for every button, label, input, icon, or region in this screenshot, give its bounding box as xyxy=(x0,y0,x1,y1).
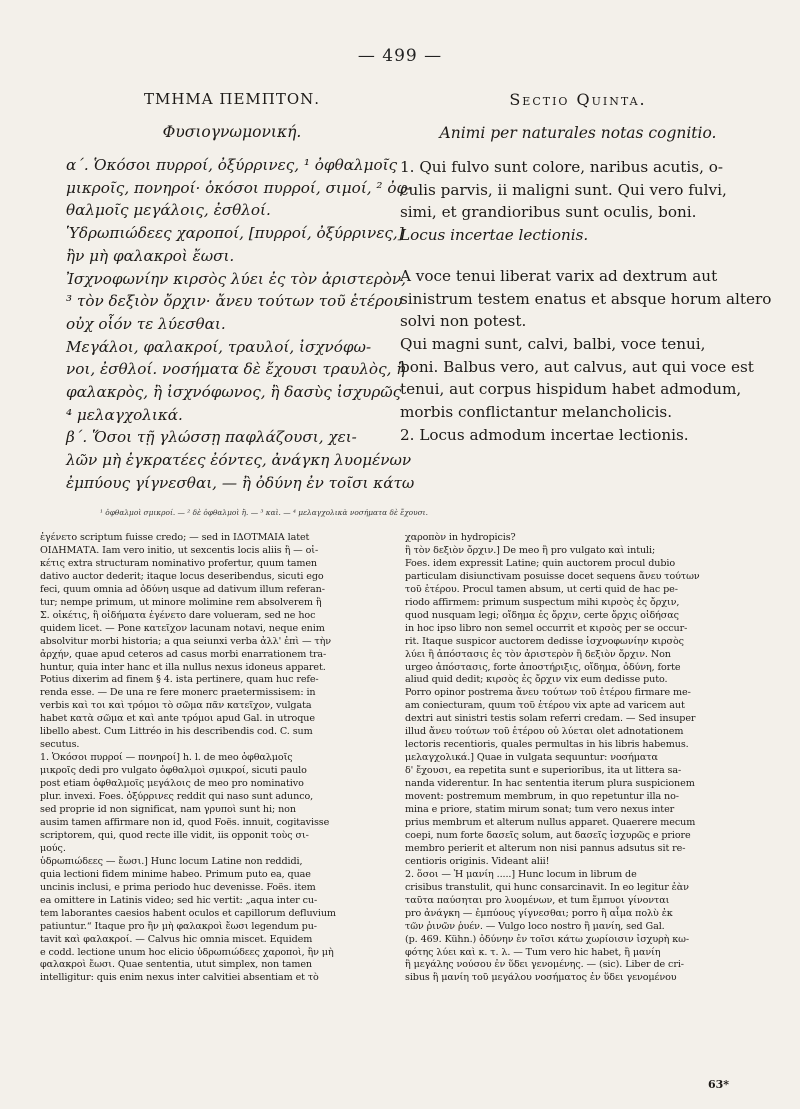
commentary-line: mina e priore, statim mirum sonat; tum vero nexus inter xyxy=(405,804,675,816)
greek-text-line: φαλακρὸς, ἢ ἰσχνόφωνος, ἢ δασὺς ἰσχυρῶς xyxy=(66,383,402,402)
commentary-line: μούς. xyxy=(40,842,66,854)
commentary-line: verbis καὶ τοι καὶ τρόμοι τὸ σῶμα πᾶν κατεῖχον, vulgata xyxy=(40,700,312,712)
greek-text-line: θαλμοῖς μεγάλοις, ἐσθλοί. xyxy=(66,201,271,220)
commentary-line: tem laborantes caesios habent oculos et capillorum defluvium xyxy=(40,907,336,919)
commentary-line: sibus ἢ μανίη τοῦ μεγάλου νοσήματος ἐν ὕδει γενομένου xyxy=(405,972,677,984)
commentary-line: tur; nempe primum, ut minore molimine rem absolverem ἢ xyxy=(40,596,322,608)
commentary-line: riodo affirmem: primum suspectum mihi κιρσὸς ἐς ὄρχιν, xyxy=(405,596,680,608)
commentary-line: patiuntur.“ Itaque pro ἢν μὴ φαλακροὶ ἔωσι legendum pu- xyxy=(40,920,317,932)
commentary-line: ἢ μεγάλης νούσου ἐν ὕδει γενομένης. — (sic). Liber de cri- xyxy=(405,959,684,971)
commentary-line: huntur, quia inter hanc et illa nullus nexus idoneus apparet. xyxy=(40,661,326,673)
latin-text-line: simi, et grandioribus sunt oculis, boni. xyxy=(400,203,697,222)
commentary-line: Potius dixerim ad finem § 4. ista pertinere, quam huc refe- xyxy=(40,674,319,686)
latin-text-body xyxy=(400,156,772,446)
latin-text-line: 1. Qui fulvo sunt colore, naribus acutis, o- xyxy=(400,158,723,176)
commentary-line: 1. Ὁκόσοι πυρροί — πονηροί] h. l. de meo ὀφθαλμοῖς xyxy=(40,752,293,764)
greek-text-line: οὐχ οἷόν τε λύεσθαι. xyxy=(66,314,226,333)
commentary-line: ὑδρωπιώδεες — ἔωσι.] Hunc locum Latine non reddidi, xyxy=(40,855,303,867)
greek-text-column xyxy=(66,90,415,495)
commentary-line: aliud quid dedit; κιρσὸς ἐς ὄρχιν vix eum dedisse puto. xyxy=(405,674,668,686)
commentary-line: ἐγένετο scriptum fuisse credo; — sed in ΙΔΟΤΜΑΙΑ latet xyxy=(40,532,310,543)
greek-text-line: νοι, ἐσθλοί. νοσήματα δὲ ἔχουσι τραυλὸς, ἢ xyxy=(66,360,406,379)
greek-text-line: ⁴ μελαγχολικά. xyxy=(66,405,183,424)
commentary-line: ea omittere in Latinis video; sed hic vertit: „aqua inter cu- xyxy=(40,894,318,906)
latin-section-subheading: Animi per naturales notas cognitio. xyxy=(439,124,717,142)
commentary-line: centioris originis. Videant alii! xyxy=(405,855,550,867)
commentary-line: τοῦ ἑτέρου. Procul tamen absum, ut certi quid de hac pe- xyxy=(405,583,678,595)
commentary-line: habet κατὰ σῶμα et καὶ ante τρόμοι apud Gal. in utroque xyxy=(40,713,315,725)
latin-text-line: solvi non potest. xyxy=(400,312,527,331)
greek-text-body xyxy=(66,154,415,495)
latin-text-line: 2. Locus admodum incertae lectionis. xyxy=(400,425,689,444)
commentary-line: crisibus transtulit, qui hunc consarcinavit. In eo legitur ἐὰν xyxy=(405,881,689,893)
commentary-line: sed proprie id non significat, nam γρυποὶ sunt hi; non xyxy=(40,804,296,816)
commentary-line: quidem licet. — Pone κατεῖχον lacunam notavi, neque enim xyxy=(40,622,325,634)
greek-section-subheading: Φυσιογνωμονική. xyxy=(162,123,302,141)
commentary-line: μελαγχολικά.] Quae in vulgata sequuntur: νοσήματα xyxy=(405,752,658,764)
commentary-line: ταῦτα παύσηται pro λυομένων, et tum ἔμπυοι γίνονται xyxy=(405,894,670,906)
commentary-line: uncinis inclusi, e prima periodo huc devenisse. Foës. item xyxy=(40,881,316,893)
commentary-line: τῶν ῥινῶν ῥυέν. — Vulgo loco nostro ἢ μανίη, sed Gal. xyxy=(405,920,665,932)
commentary-line: renda esse. — De una re fere monerc praetermissisem: in xyxy=(40,687,316,699)
latin-text-line xyxy=(400,247,756,265)
latin-text-line: tenui, aut corpus hispidum habet admodum, xyxy=(400,380,742,399)
latin-text-line: A voce tenui liberat varix ad dextrum aut xyxy=(400,266,718,285)
commentary-right-column xyxy=(405,532,757,985)
commentary-line: tavit καὶ φαλακροί. — Calvus hic omnia miscet. Equidem xyxy=(40,933,313,945)
commentary-line: intelligitur: quis enim nexus inter calvitiei absentiam et τὸ xyxy=(40,972,319,984)
latin-text-line: sinistrum testem enatus et absque horum altero xyxy=(400,289,772,308)
latin-text-line: Qui magni sunt, calvi, balbi, voce tenui, xyxy=(400,334,706,353)
greek-section-heading: ΤΜΗΜΑ ΠΕΜΠΤΟΝ. xyxy=(143,90,321,108)
page-number: — 499 — xyxy=(357,46,443,66)
latin-text-line: Locus incertae lectionis. xyxy=(400,226,589,245)
commentary-line: prius membrum et alterum nullus apparet. Quaerere mecum xyxy=(405,816,696,828)
greek-text-line: ³ τὸν δεξιὸν ὄρχιν· ἄνευ τούτων τοῦ ἑτέρου xyxy=(66,292,403,311)
commentary-line: illud ἄνευ τούτων τοῦ ἑτέρου οὐ λύεται olet adnotationem xyxy=(405,726,684,738)
greek-text-line: β΄. Ὅσοι τῇ γλώσσῃ παφλάζουσι, χει- xyxy=(66,428,357,447)
commentary-line: φαλακροὶ ἔωσι. Quae sententia, utut simplex, non tamen xyxy=(40,959,312,971)
commentary-line: μικροῖς dedi pro vulgato ὀφθαλμοὶ σμικροί, sicuti paulo xyxy=(40,765,307,777)
commentary-line: urgeo ἀπόστασις, forte ἀποστήριξις, οἴδημα, ὀδύνη, forte xyxy=(405,661,681,673)
commentary-line: scriptorem, qui, quod recte ille vidit, iis opponit τοὺς σι- xyxy=(40,829,309,841)
commentary-line: κέτις extra structuram nominativo profertur, quum tamen xyxy=(40,557,318,569)
latin-text-line: boni. Balbus vero, aut calvus, aut qui voce est xyxy=(400,357,754,376)
greek-text-line: λῶν μὴ ἐγκρατέες ἐόντες, ἀνάγκη λυομένων xyxy=(66,451,412,470)
greek-footnotes: ¹ ὀφθαλμοὶ σμικροί. — ² δὲ ὀφθαλμοὶ ἢ. — ³ καὶ. — ⁴ μελαγχολικὰ νοσήματα δὲ ἔχουσι. xyxy=(100,508,428,517)
commentary-line: dativo auctor dederit; itaque locus deseribendus, sicuti ego xyxy=(40,570,324,582)
commentary-line: membro perierit et alterum non nisi pannus adsutus sit re- xyxy=(405,842,686,854)
commentary-line: libello abest. Cum Littréo in his describendis cod. C. sum xyxy=(40,726,313,738)
latin-text-line: morbis conflictantur melancholicis. xyxy=(400,403,673,422)
commentary-line: am coniecturam, quum τοῦ ἑτέρου vix apte ad varicem aut xyxy=(405,700,685,712)
commentary-line: secutus. xyxy=(40,739,80,751)
greek-text-line: Ἰσχνοφωνίην κιρσὸς λύει ἐς τὸν ἀριστερὸν, xyxy=(66,269,406,288)
commentary-line: (p. 469. Kühn.) ὀδύνην ἐν τοῖσι κάτω χωρίοισιν ἰσχυρὴ κω- xyxy=(405,933,689,945)
commentary-line: χαροπὸν in hydropicis? xyxy=(405,532,516,543)
greek-text-line: α΄. Ὁκόσοι πυρροί, ὀξύρρινες, ¹ ὀφθαλμοῖς xyxy=(66,156,398,174)
commentary-line: Foes. idem expressit Latine; quin auctorem procul dubio xyxy=(405,557,676,569)
latin-text-line: culis parvis, ii maligni sunt. Qui vero fulvi, xyxy=(400,180,727,199)
greek-text-line: Ὑδρωπιώδεες χαροποί, [πυρροί, ὀξύρρινες,] xyxy=(66,224,404,243)
commentary-line: coepi, num forte δασεῖς solum, aut δασεῖς ἰσχυρῶς e priore xyxy=(405,829,691,841)
commentary-line: 2. ὅσοι — Ἡ μανίη .....] Hunc locum in librum de xyxy=(405,868,637,880)
commentary-line: δ' ἔχουσι, ea repetita sunt e superioribus, ita ut littera sa- xyxy=(405,765,682,777)
commentary-line: absolvitur morbi historia; a qua seiunxi verba ἀλλ' ἐπὶ — τὴν xyxy=(40,635,331,647)
commentary-line: pro ἀνάγκη — ἐμπύους γίγνεσθαι; porro ἢ αἷμα πολὺ ἐκ xyxy=(405,907,673,919)
commentary-line: lectoris recentioris, quales permultas in his libris habemus. xyxy=(405,739,689,751)
commentary-line: Porro opinor postrema ἄνευ τούτων τοῦ ἑτέρου firmare me- xyxy=(405,687,691,699)
commentary-line: φότης λύει καὶ κ. τ. λ. — Tum vero hic habet, ἢ μανίη xyxy=(405,946,661,958)
commentary-line: ἢ τὸν δεξιὸν ὄρχιν.] De meo ἢ pro vulgato καὶ intuli; xyxy=(405,544,656,556)
commentary-line: rit. Itaque suspicor auctorem dedisse ἰσχνοφωνίην κιρσὸς xyxy=(405,635,684,647)
commentary-line: in hoc ipso libro non semel occurrit et κιρσὸς per se occur- xyxy=(405,622,688,634)
commentary-line: nanda viderentur. In hac sententia iterum plura suspicionem xyxy=(405,778,695,790)
commentary-left-column xyxy=(40,532,392,985)
commentary-line: quod nusquam legi; οἴδημα ἐς ὄρχιν, certe ὄρχις οἰδήσας xyxy=(405,609,679,621)
commentary-line: feci, quum omnia ad ὀδύνη usque ad dativum illum referan- xyxy=(40,583,325,595)
greek-text-line: ἢν μὴ φαλακροὶ ἔωσι. xyxy=(66,246,235,265)
commentary-line: post etiam ὀφθαλμοῖς μεγάλοις de meo pro nominativo xyxy=(40,778,304,790)
greek-text-line: μικροῖς, πονηροί· ὁκόσοι πυρροί, σιμοί, ² ὀφ- xyxy=(66,178,413,197)
latin-translation-column xyxy=(400,90,772,446)
commentary-line: ΟΙΔΗΜΑΤΑ. Iam vero initio, ut sexcentis locis aliis ἢ — οἰ- xyxy=(40,544,319,556)
commentary-line: ausim tamen affirmare non id, quod Foës. innuit, cogitavisse xyxy=(40,816,330,828)
greek-text-line: Μεγάλοι, φαλακροί, τραυλοί, ἰσχνόφω- xyxy=(66,337,372,356)
commentary-line: e codd. lectione unum hoc elicio ὑδρωπιώδεες χαροποὶ, ἢν μὴ xyxy=(40,946,334,958)
commentary-line: particulam disiunctivam posuisse docet sequens ἄνευ τούτων xyxy=(405,570,700,582)
commentary-line: Σ. οἰκέτις, ἢ οἰδήματα ἐγένετο dare volueram, sed ne hoc xyxy=(40,609,316,621)
latin-section-heading: Sectio Quinta. xyxy=(509,90,647,109)
commentary-line: λύει ἢ ἀπόστασις ἐς τὸν ἀριστερὸν ἢ δεξιὸν ὄρχιν. Non xyxy=(405,648,671,660)
greek-text-line: ἐμπύους γίγνεσθαι, — ἢ ὀδύνη ἐν τοῖσι κάτω xyxy=(66,473,415,492)
signature-mark: 63* xyxy=(708,1078,730,1091)
commentary-line: movent: postremum membrum, in quo repetuntur illa no- xyxy=(405,791,679,803)
commentary-line: dextri aut sinistri testis solam referri credam. — Sed insuper xyxy=(405,713,696,725)
commentary-line: quia lectioni fidem minime habeo. Primum puto ea, quae xyxy=(40,868,311,880)
commentary-line: ἀρχήν, quae apud ceteros ad casus morbi enarrationem tra- xyxy=(40,648,327,660)
commentary-line: plur. invexi. Foes. ὀξύρρινες reddit qui naso sunt adunco, xyxy=(40,791,314,803)
